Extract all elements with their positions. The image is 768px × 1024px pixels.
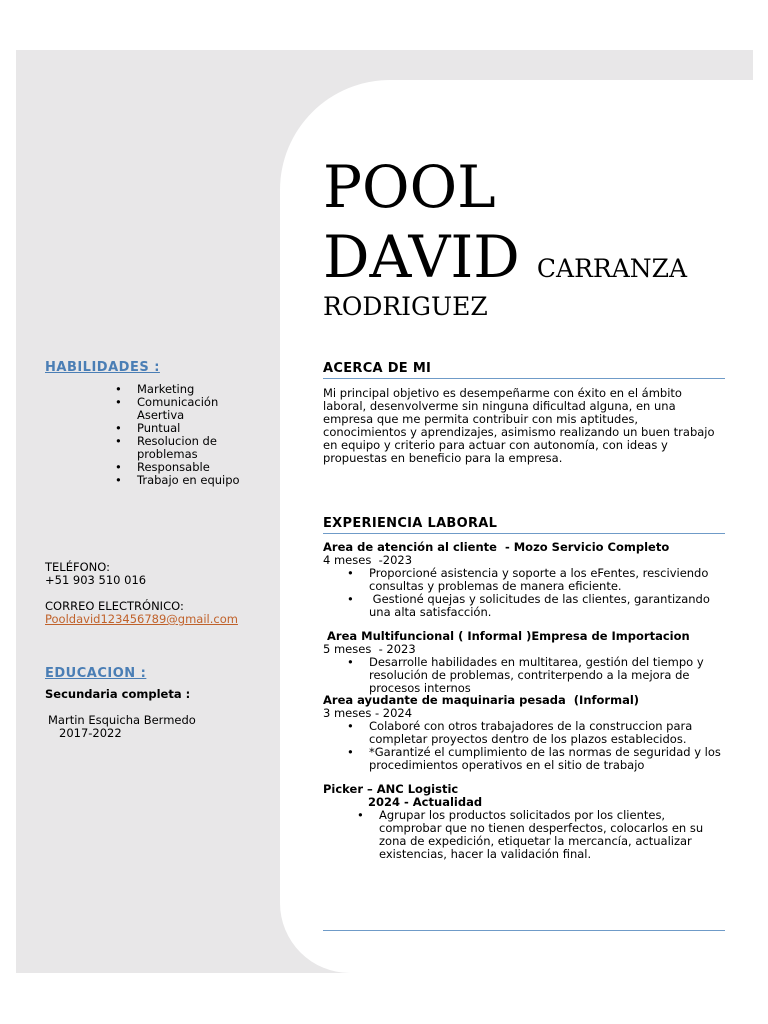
job-title: Picker – ANC Logistic	[323, 782, 459, 796]
experience-title: EXPERIENCIA LABORAL	[323, 516, 498, 531]
job-period: 2024 - Actualidad	[368, 795, 483, 809]
list-item: • Gestioné quejas y solicitudes de las clientes, garantizando una alta satisfacción.	[369, 593, 725, 619]
job-4	[323, 783, 725, 861]
job-title: Area ayudante de maquinaria pesada (Informal)	[323, 693, 640, 707]
list-item: • Trabajo en equipo	[137, 474, 267, 487]
job-3	[323, 694, 725, 772]
list-item: • Proporcioné asistencia y soporte a los eFentes, resciviendo consultas y problemas de manera eficiente.	[369, 567, 725, 593]
list-item: • Responsable	[137, 461, 267, 474]
job-1	[323, 541, 725, 619]
education-title: EDUCACION :	[45, 666, 147, 681]
name-line-2	[323, 223, 688, 291]
job-period: 5 meses - 2023	[323, 642, 416, 656]
list-item: • Comunicación Asertiva	[137, 396, 267, 422]
footer-divider	[323, 930, 725, 931]
list-item: • Puntual	[137, 422, 267, 435]
job-bullets	[369, 567, 725, 619]
first-name: POOL	[323, 153, 496, 221]
second-name: DAVID	[323, 223, 520, 291]
surname-2: RODRIGUEZ	[323, 292, 488, 321]
list-item: • *Garantizé el cumplimiento de las normas de seguridad y los procedimientos operativos en el sitio de trabajo	[369, 746, 725, 772]
list-item: • Desarrolle habilidades en multitarea, gestión del tiempo y resolución de problemas, contriterpendo a la mejora de procesos internos	[369, 656, 725, 695]
about-text: Mi principal objetivo es desempeñarme con éxito en el ámbito laboral, desenvolverme sin ninguna dificultad alguna, en una empresa que me permita contribuir con mis aptitudes, conocimientos y aprendizajes, asimismo realizando un buen trabajo en equipo y criterio para actuar con autonomía, con ideas y propuestas en beneficio para la empresa.	[323, 386, 715, 465]
skills-list	[137, 383, 267, 487]
job-2	[323, 630, 725, 695]
job-title: Area Multifuncional ( Informal )Empresa de Importacion	[323, 629, 690, 643]
school-years: 2017-2022	[59, 726, 122, 740]
experience-divider	[323, 533, 725, 534]
about-divider	[323, 378, 725, 379]
job-bullets	[369, 656, 725, 695]
school-name: Martin Esquicha Bermedo	[48, 713, 196, 727]
job-title: Area de atención al cliente - Mozo Servicio Completo	[323, 540, 670, 554]
job-bullets	[379, 809, 725, 861]
job-period: 4 meses -2023	[323, 553, 413, 567]
phone-value: +51 903 510 016	[45, 573, 147, 587]
surname-1: CARRANZA	[536, 254, 688, 283]
skills-title: HABILIDADES :	[45, 360, 160, 375]
email-label: CORREO ELECTRÓNICO:	[45, 599, 184, 613]
list-item: • Colaboré con otros trabajadores de la construccion para completar proyectos dentro de los plazos establecidos.	[369, 720, 725, 746]
list-item: • Resolucion de problemas	[137, 435, 267, 461]
email-link[interactable]: Pooldavid123456789@gmail.com	[45, 612, 238, 626]
list-item: • Agrupar los productos solicitados por los clientes, comprobar que no tienen desperfectos, colocarlos en su zona de expedición, etiquetar la mercancía, actualizar existencias, hacer la validación final.	[379, 809, 725, 861]
about-title: ACERCA DE MI	[323, 361, 432, 376]
list-item: • Marketing	[137, 383, 267, 396]
job-period: 3 meses - 2024	[323, 706, 413, 720]
education-level: Secundaria completa :	[45, 687, 191, 701]
phone-label: TELÉFONO:	[45, 560, 110, 574]
job-bullets	[369, 720, 725, 772]
